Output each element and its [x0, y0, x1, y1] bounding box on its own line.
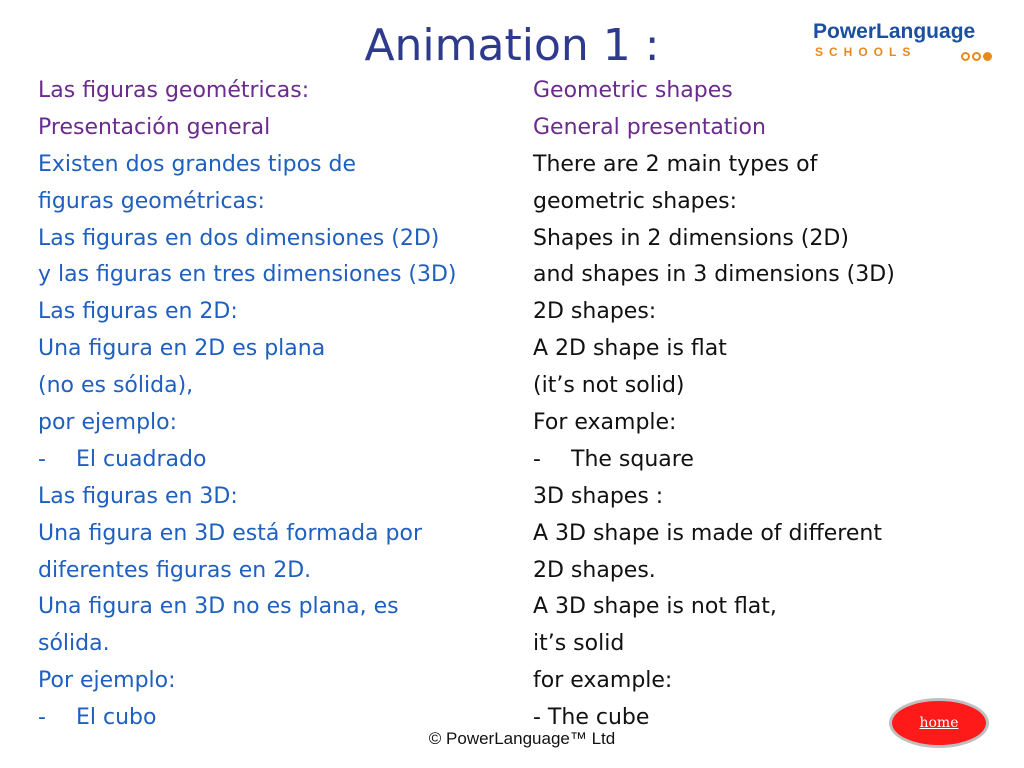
spanish-line	[38, 405, 518, 442]
spanish-line-text: (no es sólida),	[38, 373, 194, 399]
spanish-line-text: y las figuras en tres dimensiones (3D)	[38, 262, 457, 288]
spanish-line-text: Una figura en 3D está formada por	[38, 520, 422, 546]
spanish-line	[38, 663, 518, 700]
spanish-line-text: El cubo	[76, 705, 157, 731]
spanish-line	[38, 479, 518, 516]
english-line	[533, 479, 1013, 516]
english-line-text: A 3D shape is not flat,	[533, 594, 777, 620]
spanish-line-text: Por ejemplo:	[38, 668, 176, 694]
spanish-line-text: Una figura en 3D no es plana, es	[38, 594, 399, 620]
spanish-line-text: El cuadrado	[76, 446, 207, 472]
spanish-line	[38, 368, 518, 405]
english-line-text: 2D shapes.	[533, 557, 656, 583]
spanish-line-text: sólida.	[38, 631, 110, 657]
spanish-line	[38, 110, 518, 147]
english-line	[533, 110, 1013, 147]
english-column	[533, 73, 1013, 737]
english-line	[533, 331, 1013, 368]
spanish-line-text: por ejemplo:	[38, 410, 178, 436]
english-line-text: - The cube	[533, 705, 650, 731]
english-line	[533, 221, 1013, 258]
spanish-line-text: Las figuras en 3D:	[38, 483, 238, 509]
bullet-dash: -	[533, 446, 541, 472]
bullet-dash: -	[38, 705, 46, 731]
spanish-line-text: Existen dos grandes tipos de	[38, 151, 356, 177]
spanish-line	[38, 553, 518, 590]
english-line	[533, 368, 1013, 405]
english-line	[533, 663, 1013, 700]
home-button[interactable]: home	[889, 698, 989, 748]
slide-title: Animation 1 :	[364, 20, 660, 71]
spanish-line-text: Una figura en 2D es plana	[38, 336, 326, 362]
spanish-line-text: Las figuras en dos dimensiones (2D)	[38, 225, 440, 251]
english-line-text: and shapes in 3 dimensions (3D)	[533, 262, 895, 288]
english-line-text: General presentation	[533, 114, 766, 140]
english-line	[533, 626, 1013, 663]
spanish-line	[38, 73, 518, 110]
spanish-line-text: diferentes figuras en 2D.	[38, 557, 312, 583]
spanish-line	[38, 184, 518, 221]
english-line	[533, 553, 1013, 590]
english-line-text: There are 2 main types of	[533, 151, 818, 177]
english-line	[533, 257, 1013, 294]
spanish-line-text: Presentación general	[38, 114, 271, 140]
english-line-text: it’s solid	[533, 631, 625, 657]
spanish-line-text: Las figuras geométricas:	[38, 78, 310, 103]
english-line-text: The square	[571, 446, 694, 472]
logo-dots-icon	[961, 46, 994, 65]
spanish-line	[38, 626, 518, 663]
english-line-text: geometric shapes:	[533, 188, 738, 214]
spanish-line	[38, 516, 518, 553]
english-line-text: for example:	[533, 668, 673, 694]
bullet-dash: -	[38, 446, 46, 472]
powerlanguage-logo	[813, 20, 1003, 64]
english-line	[533, 405, 1013, 442]
english-line	[533, 294, 1013, 331]
english-line-text: 2D shapes:	[533, 299, 657, 325]
english-line-text: A 2D shape is flat	[533, 336, 727, 362]
spanish-line	[38, 442, 518, 479]
english-line-text: Geometric shapes	[533, 78, 733, 103]
copyright-footer: © PowerLanguage™ Ltd	[428, 729, 616, 748]
english-line	[533, 589, 1013, 626]
spanish-line	[38, 294, 518, 331]
english-line-text: 3D shapes :	[533, 483, 664, 509]
spanish-line-text: figuras geométricas:	[38, 188, 265, 214]
english-line	[533, 516, 1013, 553]
spanish-line	[38, 331, 518, 368]
english-line-text: (it’s not solid)	[533, 373, 685, 399]
logo-name: PowerLanguage	[813, 20, 976, 43]
logo-subtitle: SCHOOLS	[815, 45, 917, 59]
english-line-text: For example:	[533, 410, 677, 436]
spanish-column	[38, 73, 518, 737]
spanish-line	[38, 221, 518, 258]
spanish-line	[38, 147, 518, 184]
english-line	[533, 442, 1013, 479]
spanish-line-text: Las figuras en 2D:	[38, 299, 238, 325]
english-line	[533, 147, 1013, 184]
english-line-text: A 3D shape is made of different	[533, 520, 882, 546]
english-line-text: Shapes in 2 dimensions (2D)	[533, 225, 849, 251]
english-line	[533, 73, 1013, 110]
spanish-line	[38, 589, 518, 626]
spanish-line	[38, 257, 518, 294]
english-line	[533, 184, 1013, 221]
